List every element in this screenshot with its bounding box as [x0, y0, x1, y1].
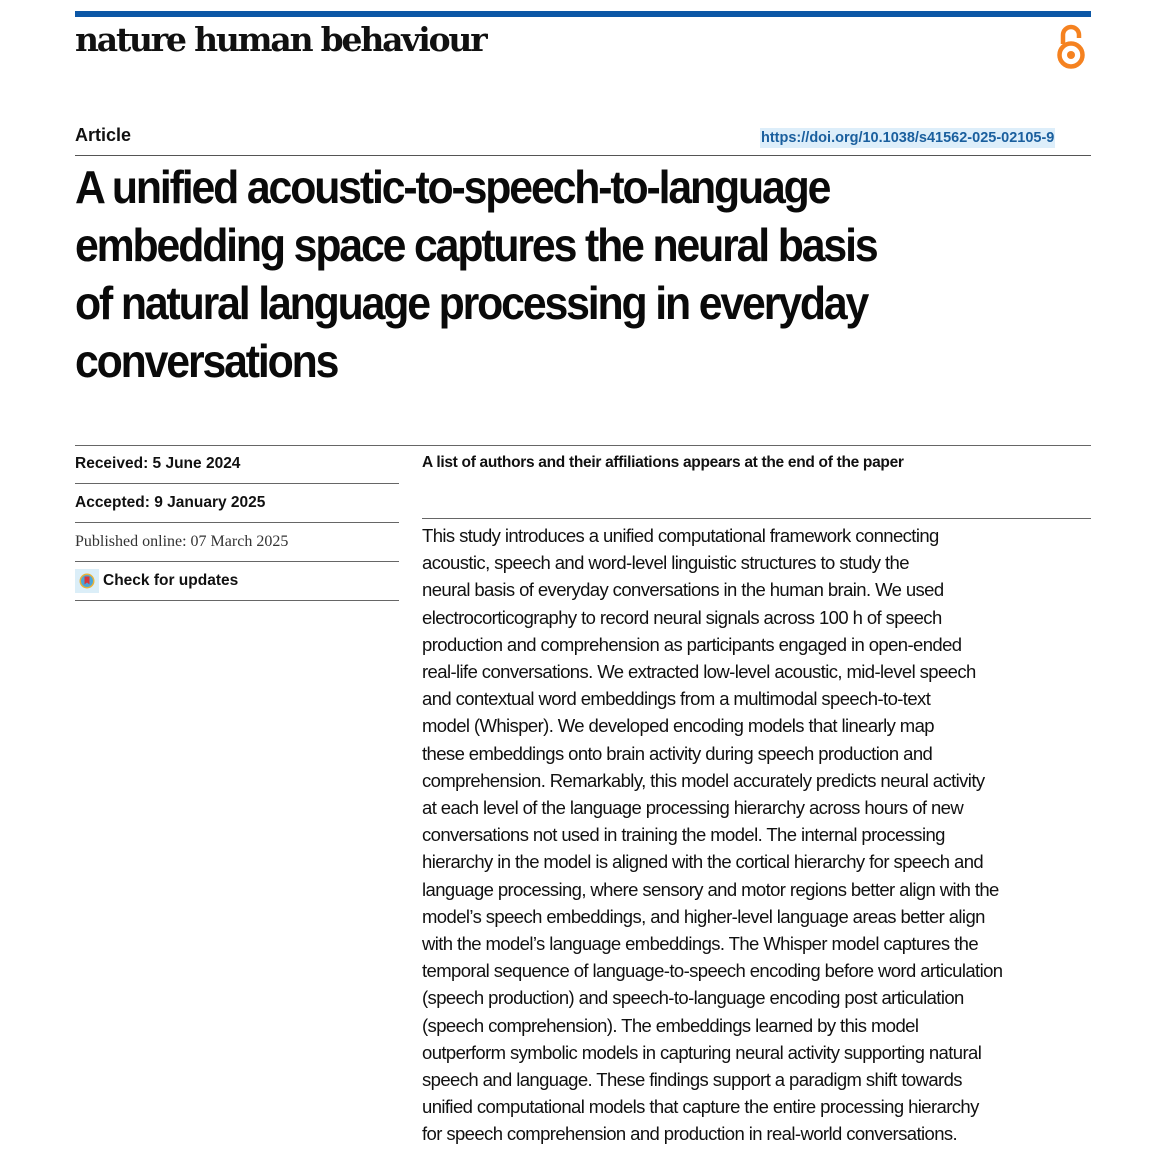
abstract-line: these embeddings onto brain activity during speech production and	[422, 742, 933, 764]
journal-brand-bar	[75, 11, 1091, 17]
abstract-line: for speech comprehension and production in real-world conversations.	[422, 1123, 958, 1145]
abstract-line: model (Whisper). We developed encoding models that linearly map	[422, 715, 934, 737]
received-date: Received: 5 June 2024	[75, 445, 399, 484]
check-for-updates-button[interactable]	[75, 562, 399, 601]
abstract-line: (speech comprehension). The embeddings learned by this model	[422, 1014, 919, 1036]
published-date: Published online: 07 March 2025	[75, 523, 399, 562]
abstract-line: (speech production) and speech-to-language encoding post articulation	[422, 987, 964, 1009]
abstract-line: speech and language. These findings support a paradigm shift towards	[422, 1069, 962, 1091]
abstract-line: electrocorticography to record neural signals across 100 h of speech	[422, 606, 942, 628]
abstract-line: with the model’s language embeddings. The Whisper model captures the	[422, 933, 979, 955]
authors-note: A list of authors and their affiliations appears at the end of the paper	[422, 454, 904, 471]
article-type-label: Article	[75, 125, 132, 145]
abstract-line: neural basis of everyday conversations in the human brain. We used	[422, 579, 944, 601]
abstract-line: conversations not used in training the model. The internal processing	[422, 824, 945, 846]
abstract-line: acoustic, speech and word-level linguistic structures to study the	[422, 552, 909, 574]
abstract-line: production and comprehension as participants engaged in open-ended	[422, 633, 962, 655]
abstract-line: unified computational models that capture the entire processing hierarchy	[422, 1096, 979, 1118]
abstract-line: real-life conversations. We extracted low-level acoustic, mid-level speech	[422, 661, 976, 683]
title-line: conversations	[75, 335, 338, 387]
doi-link[interactable]: https://doi.org/10.1038/s41562-025-02105-9	[761, 130, 1055, 146]
check-updates-icon	[75, 569, 99, 593]
abstract-line: model’s speech embeddings, and higher-level language areas better align	[422, 905, 985, 927]
abstract-line: hierarchy in the model is aligned with the cortical hierarchy for speech and	[422, 851, 984, 873]
abstract-line: temporal sequence of language-to-speech encoding before word articulation	[422, 960, 1003, 982]
abstract-divider	[422, 518, 1091, 519]
open-access-lock-icon	[1054, 22, 1088, 72]
abstract-line: at each level of the language processing hierarchy across hours of new	[422, 797, 964, 819]
accepted-date: Accepted: 9 January 2025	[75, 484, 399, 523]
title-line: embedding space captures the neural basis	[75, 219, 877, 271]
abstract-line: This study introduces a unified computational framework connecting	[422, 525, 939, 546]
header-divider	[75, 155, 1091, 156]
title-line: A unified acoustic-to-speech-to-language	[75, 161, 830, 213]
abstract-line: comprehension. Remarkably, this model accurately predicts neural activity	[422, 769, 985, 791]
check-updates-label: Check for updates	[103, 572, 239, 589]
article-title	[75, 158, 1042, 390]
publication-dates	[75, 445, 399, 601]
abstract-line: outperform symbolic models in capturing neural activity supporting natural	[422, 1041, 982, 1063]
journal-name[interactable]: nature human behaviour	[75, 20, 486, 59]
title-line: of natural language processing in everyday	[75, 277, 868, 329]
abstract	[422, 522, 1112, 1148]
abstract-line: language processing, where sensory and motor regions better align with the	[422, 878, 999, 900]
abstract-line: and contextual word embeddings from a multimodal speech-to-text	[422, 688, 931, 710]
